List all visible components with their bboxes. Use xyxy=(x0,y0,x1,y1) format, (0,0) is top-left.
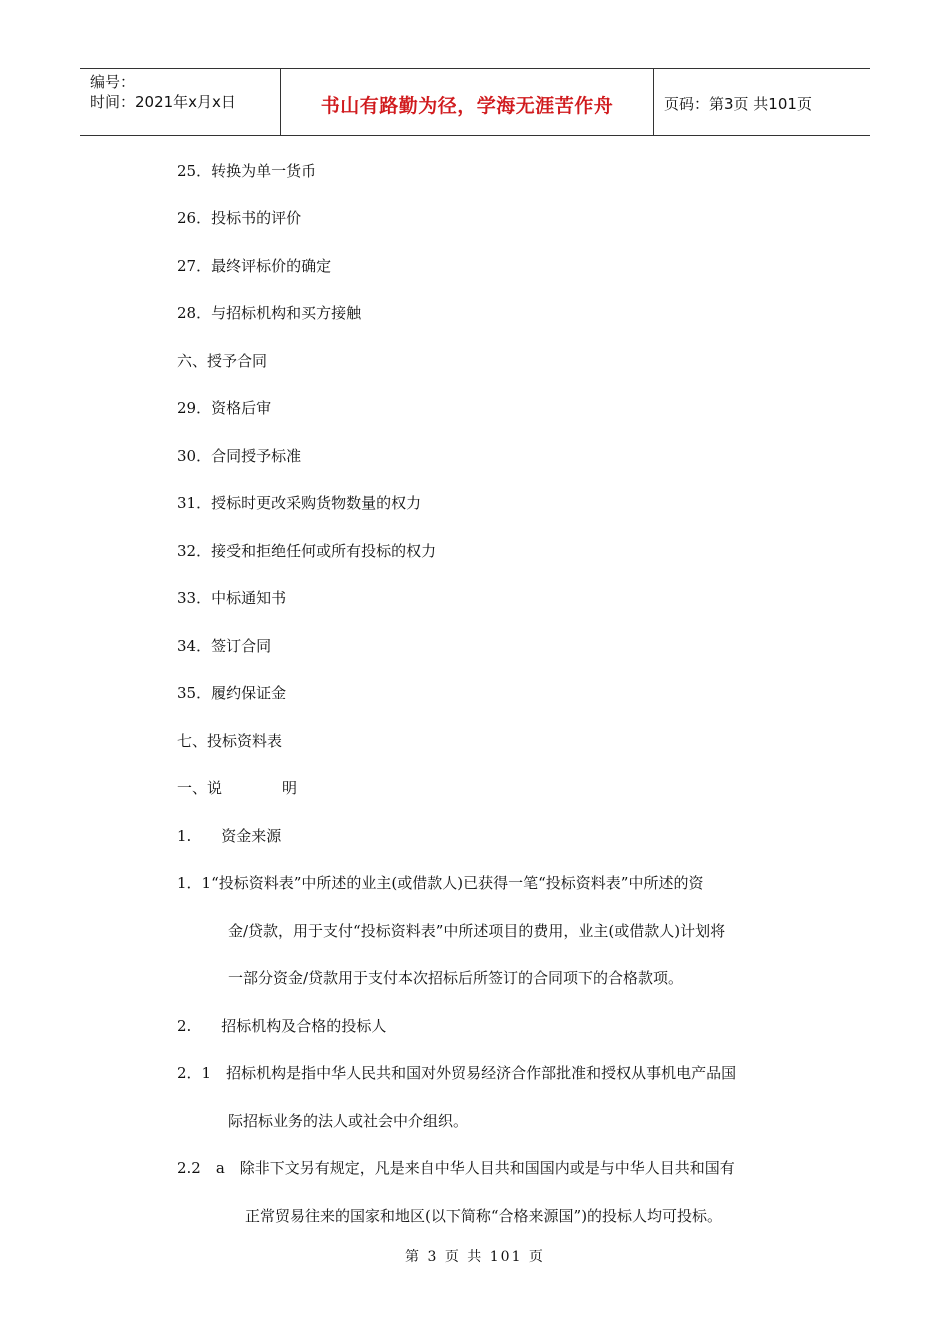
header-left-cell xyxy=(80,69,281,135)
clause-1-heading: 1. 资金来源 xyxy=(177,827,282,845)
clause-2-2-line-2: 正常贸易往来的国家和地区(以下简称“合格来源国”)的投标人均可投标。 xyxy=(245,1207,723,1225)
page-footer: 第 3 页 共 101 页 xyxy=(405,1249,545,1265)
time-label: 时间：2021年x月x日 xyxy=(90,93,236,111)
motto: 书山有路勤为径，学海无涯苦作舟 xyxy=(320,95,614,117)
toc-item-31: 31．授标时更改采购货物数量的权力 xyxy=(177,494,422,512)
clause-1-1-line-3: 一部分资金/贷款用于支付本次招标后所签订的合同项下的合格款项。 xyxy=(228,969,684,987)
toc-item-29: 29．资格后审 xyxy=(177,399,272,417)
section-heading-7: 七、投标资料表 xyxy=(177,732,283,750)
clause-1-1-line-1: 1．1“投标资料表”中所述的业主(或借款人)已获得一笔“投标资料表”中所述的资 xyxy=(177,874,704,892)
clause-2-heading: 2. 招标机构及合格的投标人 xyxy=(177,1017,387,1035)
clause-2-1-line-2: 际招标业务的法人或社会中介组织。 xyxy=(228,1112,469,1130)
header-page-cell xyxy=(654,69,870,135)
chapter-heading: 一、说 明 xyxy=(177,779,298,797)
toc-item-33: 33．中标通知书 xyxy=(177,589,287,607)
clause-2-2-line-1: 2.2 a 除非下文另有规定，凡是来自中华人目共和国国内或是与中华人目共和国有 xyxy=(177,1159,735,1177)
toc-item-26: 26．投标书的评价 xyxy=(177,209,302,227)
page-info: 页码：第3页 共101页 xyxy=(664,95,812,113)
toc-item-28: 28．与招标机构和买方接触 xyxy=(177,304,362,322)
toc-item-34: 34．签订合同 xyxy=(177,637,272,655)
toc-item-27: 27．最终评标价的确定 xyxy=(177,257,332,275)
toc-item-30: 30．合同授予标准 xyxy=(177,447,302,465)
clause-2-1-line-1: 2．1 招标机构是指中华人民共和国对外贸易经济合作部批准和授权从事机电产品国 xyxy=(177,1064,737,1082)
header-motto-cell xyxy=(281,69,654,135)
number-label: 编号： xyxy=(90,73,136,91)
toc-item-25: 25．转换为单一货币 xyxy=(177,162,317,180)
header-table xyxy=(80,68,870,136)
toc-item-32: 32．接受和拒绝任何或所有投标的权力 xyxy=(177,542,437,560)
clause-1-1-line-2: 金/贷款，用于支付“投标资料表”中所述项目的费用，业主(或借款人)计划将 xyxy=(228,922,726,940)
toc-item-35: 35．履约保证金 xyxy=(177,684,287,702)
section-heading-6: 六、授予合同 xyxy=(177,352,268,370)
